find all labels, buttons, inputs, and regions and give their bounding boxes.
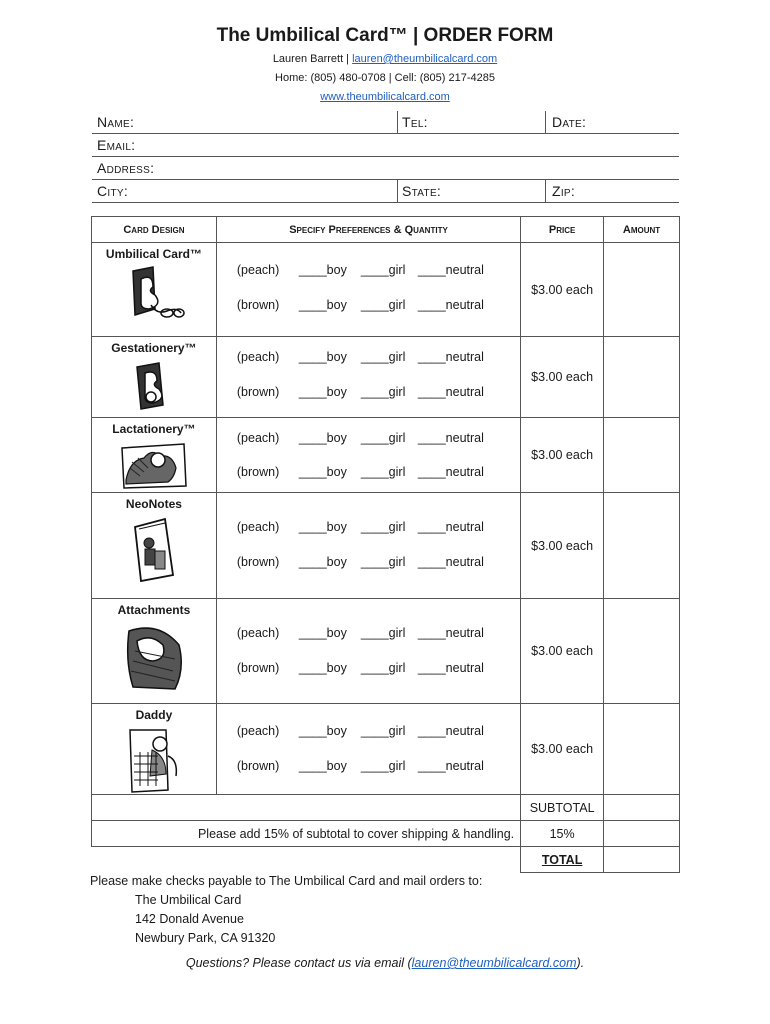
divider (397, 111, 398, 134)
neutral-quantity-blank[interactable]: ____neutral (417, 520, 484, 534)
questions-suffix: ). (576, 956, 585, 970)
boy-quantity-blank[interactable]: ____boy (298, 465, 347, 479)
table-header-row (92, 217, 680, 243)
color-label: (peach) (236, 520, 280, 534)
product-name: Attachments (117, 603, 191, 617)
questions-prefix: Questions? Please contact us via email ( (185, 956, 412, 970)
product-row (92, 337, 680, 418)
date-field-label[interactable]: Date: (552, 114, 587, 130)
product-row (92, 599, 680, 704)
product-row (92, 704, 680, 795)
girl-quantity-blank[interactable]: ____girl (360, 465, 406, 479)
color-label: (brown) (236, 465, 280, 479)
mailing-intro: Please make checks payable to The Umbilical Card and mail orders to: (90, 874, 483, 888)
preferences-cell (216, 704, 520, 795)
website-link[interactable]: www.theumbilicalcard.com (320, 91, 450, 103)
preferences-cell (216, 599, 520, 704)
color-label: (brown) (236, 385, 280, 399)
subtotal-row (92, 795, 680, 821)
color-label: (brown) (236, 759, 280, 773)
boy-quantity-blank[interactable]: ____boy (298, 724, 347, 738)
preferences-cell (216, 493, 520, 599)
product-name: Gestationery™ (111, 341, 197, 355)
neutral-quantity-blank[interactable]: ____neutral (417, 350, 484, 364)
boy-quantity-blank[interactable]: ____boy (298, 555, 347, 569)
preferences-cell (216, 243, 520, 337)
subtotal-label: SUBTOTAL (521, 795, 604, 821)
amount-cell[interactable] (604, 493, 680, 599)
product-row (92, 243, 680, 337)
order-table (91, 216, 680, 873)
product-row (92, 493, 680, 599)
blank-cell (92, 847, 521, 873)
website-line (0, 89, 770, 105)
lactationery-icon (118, 440, 190, 490)
amount-cell[interactable] (604, 243, 680, 337)
color-label: (peach) (236, 724, 280, 738)
product-name: Lactationery™ (112, 422, 196, 436)
boy-quantity-blank[interactable]: ____boy (298, 385, 347, 399)
shipping-amount-cell[interactable] (604, 821, 680, 847)
total-label: TOTAL (541, 852, 583, 867)
card-design-cell (92, 599, 217, 704)
card-design-cell (92, 337, 217, 418)
card-design-cell (92, 704, 217, 795)
girl-quantity-blank[interactable]: ____girl (360, 385, 406, 399)
neutral-quantity-blank[interactable]: ____neutral (417, 431, 484, 445)
amount-cell[interactable] (604, 418, 680, 493)
questions-email-link[interactable]: lauren@theumbilicalcard.com (411, 956, 577, 970)
girl-quantity-blank[interactable]: ____girl (360, 298, 406, 312)
neutral-quantity-blank[interactable]: ____neutral (417, 298, 484, 312)
total-label-cell (521, 847, 604, 873)
umbilical-card-icon (121, 265, 187, 325)
city-field-label[interactable]: City: (97, 183, 129, 199)
boy-quantity-blank[interactable]: ____boy (298, 263, 347, 277)
color-label: (peach) (236, 626, 280, 640)
subtotal-amount-cell[interactable] (604, 795, 680, 821)
shipping-note: Please add 15% of subtotal to cover shipping & handling. (92, 821, 521, 847)
girl-quantity-blank[interactable]: ____girl (360, 555, 406, 569)
info-row-address (92, 157, 679, 180)
total-amount-cell[interactable] (604, 847, 680, 873)
tel-field-label[interactable]: Tel: (402, 114, 428, 130)
divider (545, 111, 546, 134)
card-design-cell (92, 418, 217, 493)
girl-quantity-blank[interactable]: ____girl (360, 724, 406, 738)
neonotes-icon (129, 515, 179, 585)
neutral-quantity-blank[interactable]: ____neutral (417, 626, 484, 640)
boy-quantity-blank[interactable]: ____boy (298, 520, 347, 534)
total-row (92, 847, 680, 873)
neutral-quantity-blank[interactable]: ____neutral (417, 661, 484, 675)
card-design-cell (92, 243, 217, 337)
amount-cell[interactable] (604, 704, 680, 795)
price-cell: $3.00 each (521, 418, 604, 493)
info-row-email (92, 134, 679, 157)
neutral-quantity-blank[interactable]: ____neutral (417, 724, 484, 738)
gestationery-icon (129, 359, 179, 411)
column-header: Amount (604, 217, 680, 243)
product-name: Umbilical Card™ (105, 247, 202, 261)
price-cell: $3.00 each (521, 243, 604, 337)
form-title: The Umbilical Card™ | ORDER FORM (216, 25, 554, 46)
boy-quantity-blank[interactable]: ____boy (298, 431, 347, 445)
price-cell: $3.00 each (521, 599, 604, 704)
divider (545, 180, 546, 203)
info-row-name (92, 111, 679, 134)
girl-quantity-blank[interactable]: ____girl (360, 626, 406, 640)
girl-quantity-blank[interactable]: ____girl (360, 350, 406, 364)
email-field-label[interactable]: Email: (97, 137, 136, 153)
preferences-cell (216, 418, 520, 493)
card-design-cell (92, 493, 217, 599)
zip-field-label[interactable]: Zip: (552, 183, 576, 199)
color-label: (peach) (236, 431, 280, 445)
divider (397, 180, 398, 203)
shipping-rate: 15% (521, 821, 604, 847)
product-name: NeoNotes (125, 497, 182, 511)
neutral-quantity-blank[interactable]: ____neutral (417, 263, 484, 277)
mailing-address-line: The Umbilical Card (135, 893, 242, 907)
boy-quantity-blank[interactable]: ____boy (298, 759, 347, 773)
mailing-address-line: Newbury Park, CA 91320 (135, 931, 276, 945)
girl-quantity-blank[interactable]: ____girl (360, 661, 406, 675)
info-row-city (92, 180, 679, 203)
neutral-quantity-blank[interactable]: ____neutral (417, 465, 484, 479)
contact-email-link[interactable]: lauren@theumbilicalcard.com (352, 53, 498, 65)
boy-quantity-blank[interactable]: ____boy (298, 298, 347, 312)
neutral-quantity-blank[interactable]: ____neutral (417, 759, 484, 773)
girl-quantity-blank[interactable]: ____girl (360, 759, 406, 773)
contact-name: Lauren Barrett | (272, 53, 350, 65)
color-label: (peach) (236, 350, 280, 364)
product-name: Daddy (135, 708, 173, 722)
column-header: Price (521, 217, 604, 243)
product-row (92, 418, 680, 493)
color-label: (brown) (236, 298, 280, 312)
girl-quantity-blank[interactable]: ____girl (360, 520, 406, 534)
color-label: (brown) (236, 555, 280, 569)
column-header: Specify Preferences & Quantity (216, 217, 520, 243)
blank-cell (92, 795, 521, 821)
price-cell: $3.00 each (521, 493, 604, 599)
form-header (0, 24, 770, 105)
amount-cell[interactable] (604, 337, 680, 418)
mailing-address-line: 142 Donald Avenue (135, 912, 244, 926)
column-header: Card Design (92, 217, 217, 243)
name-field-label[interactable]: Name: (97, 114, 135, 130)
color-label: (brown) (236, 661, 280, 675)
neutral-quantity-blank[interactable]: ____neutral (417, 555, 484, 569)
mailing-instructions (90, 872, 482, 948)
daddy-icon (126, 726, 182, 794)
boy-quantity-blank[interactable]: ____boy (298, 661, 347, 675)
boy-quantity-blank[interactable]: ____boy (298, 626, 347, 640)
address-field-label[interactable]: Address: (97, 160, 155, 176)
boy-quantity-blank[interactable]: ____boy (298, 350, 347, 364)
price-cell: $3.00 each (521, 704, 604, 795)
price-cell: $3.00 each (521, 337, 604, 418)
phone-line: Home: (805) 480-0708 | Cell: (805) 217-4285 (275, 72, 495, 84)
contact-line (0, 51, 770, 67)
preferences-cell (216, 337, 520, 418)
attachments-icon (123, 621, 185, 693)
shipping-row (92, 821, 680, 847)
color-label: (peach) (236, 263, 280, 277)
state-field-label[interactable]: State: (402, 183, 442, 199)
neutral-quantity-blank[interactable]: ____neutral (417, 385, 484, 399)
girl-quantity-blank[interactable]: ____girl (360, 263, 406, 277)
amount-cell[interactable] (604, 599, 680, 704)
questions-line (0, 956, 770, 970)
girl-quantity-blank[interactable]: ____girl (360, 431, 406, 445)
